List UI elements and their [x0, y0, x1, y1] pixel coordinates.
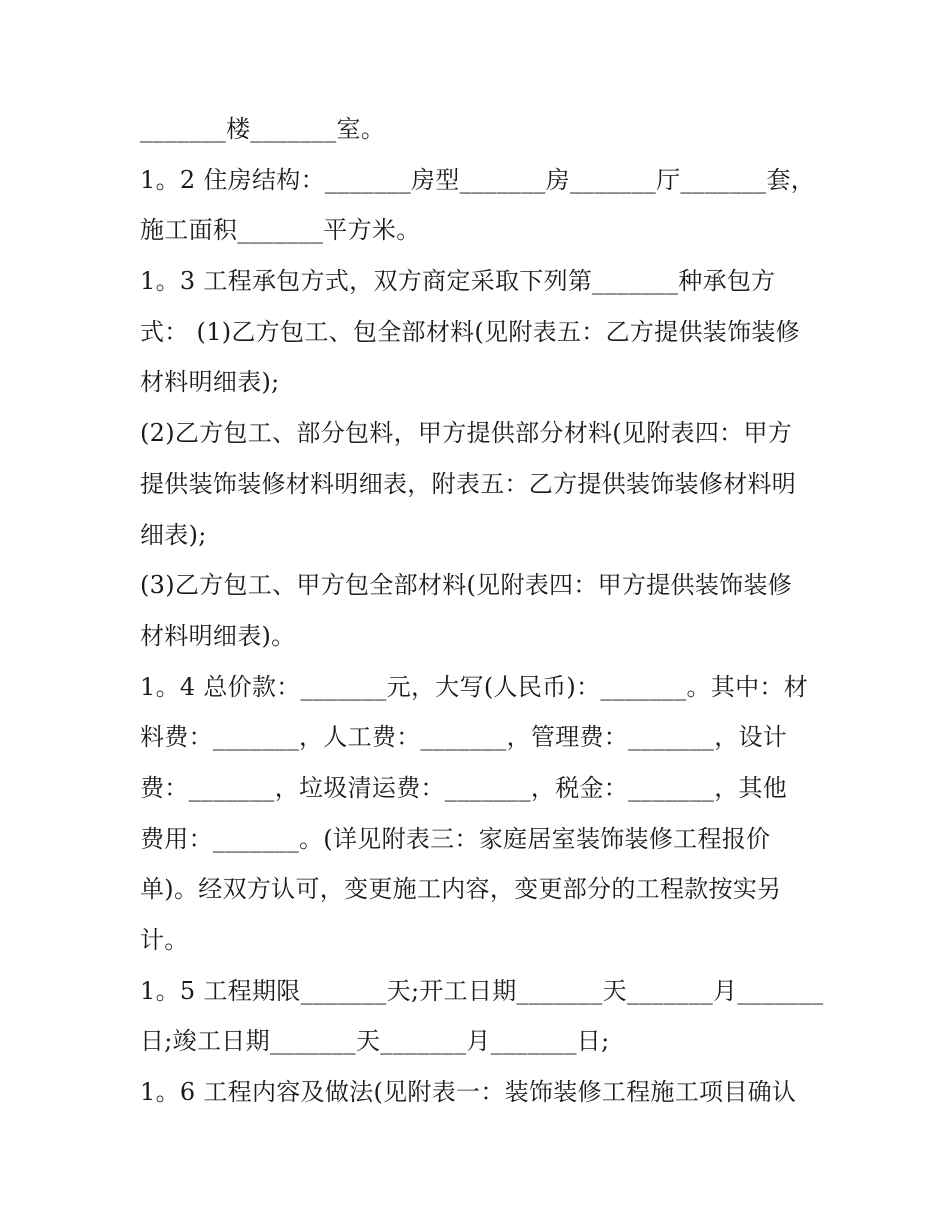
text-line: 料费：_______，人工费：_______，管理费：_______，设计 — [140, 723, 788, 752]
text-line: 1。5 工程期限_______天;开工日期_______天_______月_______ — [140, 976, 824, 1005]
text-line: 施工面积_______平方米。 — [140, 216, 421, 245]
text-line: 提供装饰装修材料明细表，附表五：乙方提供装饰装修材料明 — [140, 469, 797, 498]
text-line: 1。4 总价款：_______元，大写(人民币)：_______。其中：材 — [140, 672, 808, 701]
text-line: 费用：_______。(详见附表三：家庭居室装饰装修工程报价 — [140, 824, 771, 853]
text-line: (3)乙方包工、甲方包全部材料(见附表四：甲方提供装饰装修 — [140, 571, 793, 600]
text-line: 1。6 工程内容及做法(见附表一：装饰装修工程施工项目确认 — [140, 1078, 797, 1107]
contract-text — [140, 104, 824, 1118]
text-line: 式： (1)乙方包工、包全部材料(见附表五：乙方提供装饰装修 — [140, 317, 800, 346]
text-line: 费：_______，垃圾清运费：_______，税金：_______，其他 — [140, 773, 788, 802]
text-line: 日;竣工日期_______天_______月_______日; — [140, 1027, 610, 1056]
text-line: 1。2 住房结构：_______房型_______房_______厅_______套， — [140, 165, 816, 194]
text-line: 1。3 工程承包方式，双方商定采取下列第_______种承包方 — [140, 267, 776, 296]
text-line: _______楼_______室。 — [140, 115, 386, 143]
text-line: 计。 — [140, 926, 189, 954]
text-line: 材料明细表); — [140, 368, 280, 397]
text-line: (2)乙方包工、部分包料，甲方提供部分材料(见附表四：甲方 — [140, 419, 793, 448]
text-line: 材料明细表)。 — [140, 621, 296, 650]
text-line: 细表); — [140, 520, 207, 549]
text-line: 单)。经双方认可，变更施工内容，变更部分的工程款按实另 — [140, 875, 782, 904]
